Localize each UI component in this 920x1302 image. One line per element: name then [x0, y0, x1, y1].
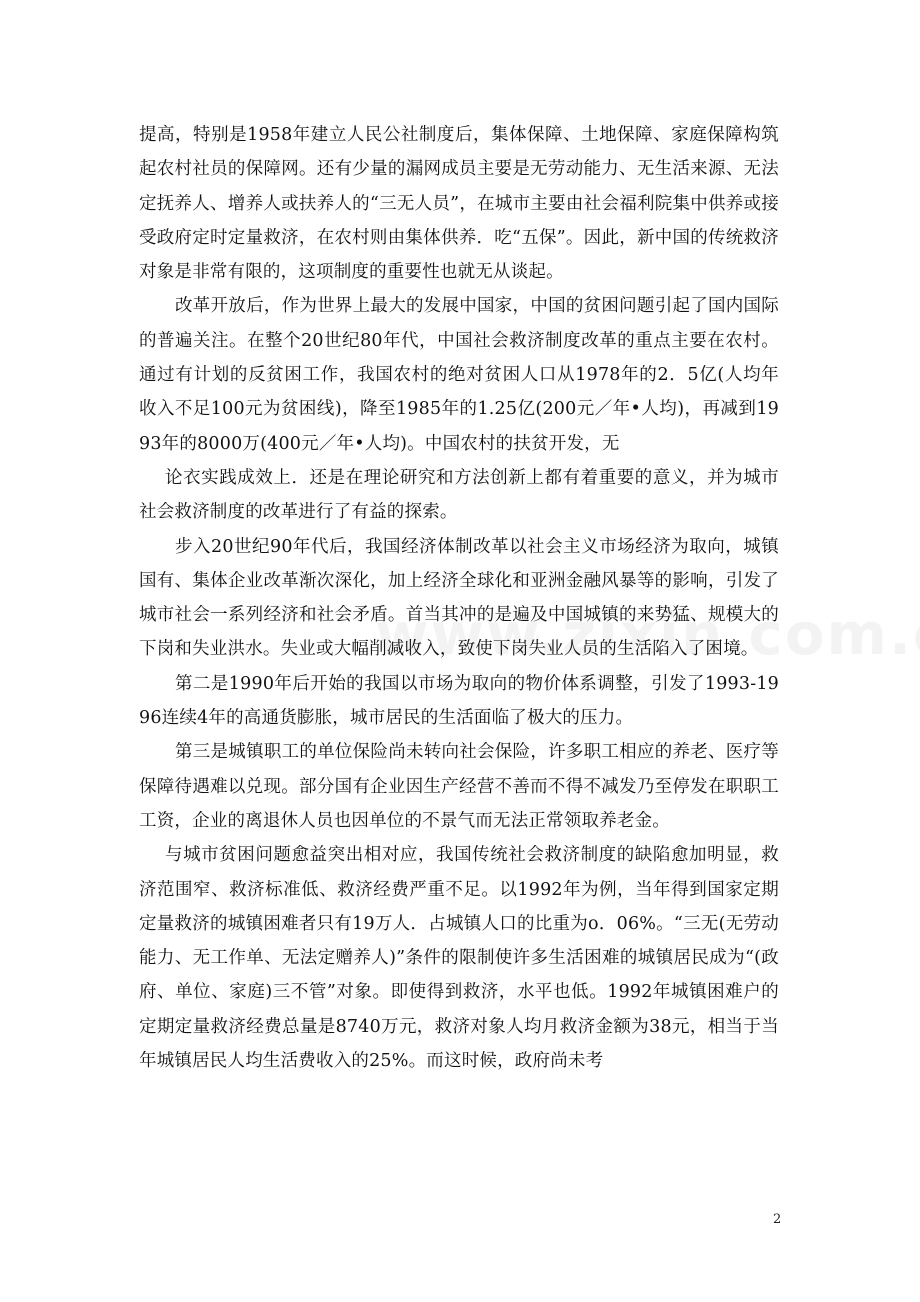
- paragraph-4: 步入20世纪90年代后，我国经济体制改革以社会主义市场经济为取向，城镇国有、集体企业改革渐次深化，加上经济全球化和亚洲金融风暴等的影响，引发了城市社会一系列经济和社会矛盾。首当其冲的是遍及中国城镇的来势猛、规模大的下岗和失业洪水。失业或大幅削减收入，致使下岗失业人员的生活陷入了困境。: [139, 536, 779, 660]
- paragraph-3: 论衣实践成效上．还是在理论研究和方法创新上都有着重要的意义，并为城市社会救济制度的改革进行了有益的探索。: [139, 467, 779, 523]
- body-text: [139, 118, 779, 1078]
- paragraph-5: 第二是1990年后开始的我国以市场为取向的物价体系调整，引发了1993-1996连续4年的高通货膨胀，城市居民的生活面临了极大的压力。: [139, 673, 779, 729]
- paragraph-7: 与城市贫困问题愈益突出相对应，我国传统社会救济制度的缺陷愈加明显，救济范围窄、救济标准低、救济经费严重不足。以1992年为例，当年得到国家定期定量救济的城镇困难者只有19万人．占城镇人口的比重为o．06%。“三无(无劳动能力、无工作单、无法定赠养人)”条件的限制使许多生活困难的城镇居民成为“(政府、单位、家庭)三不管”对象。即使得到救济，水平也低。1992年城镇困难户的定期定量救济经费总量是8740万元，救济对象人均月救济金额为38元，相当于当年城镇居民人均生活费收入的25%。而这时候，政府尚未考: [139, 845, 779, 1072]
- paragraph-1: 提高，特别是1958年建立人民公社制度后，集体保障、土地保障、家庭保障构筑起农村社员的保障网。还有少量的漏网成员主要是无劳动能力、无生活来源、无法定抚养人、增养人或扶养人的“三无人员”，在城市主要由社会福利院集中供养或接受政府定时定量救济，在农村则由集体供养．吃“五保”。因此，新中国的传统救济对象是非常有限的，这项制度的重要性也就无从谈起。: [139, 125, 779, 283]
- page-number: 2: [773, 1212, 782, 1227]
- paragraph-2: 改革开放后，作为世界上最大的发展中国家，中国的贫困问题引起了国内国际的普遍关注。在整个20世纪80年代，中国社会救济制度改革的重点主要在农村。通过有计划的反贫困工作，我国农村的绝对贫困人口从1978年的2．5亿(人均年收入不足100元为贫困线)，降至1985年的1.25亿(200元／年•人均)，再减到1993年的8000万(400元／年•人均)。中国农村的扶贫开发，无: [139, 296, 779, 454]
- paragraph-6: 第三是城镇职工的单位保险尚未转向社会保险，许多职工相应的养老、医疗等保障待遇难以兑现。部分国有企业因生产经营不善而不得不减发乃至停发在职职工工资，企业的离退休人员也因单位的不景气而无法正常领取养老金。: [139, 742, 779, 831]
